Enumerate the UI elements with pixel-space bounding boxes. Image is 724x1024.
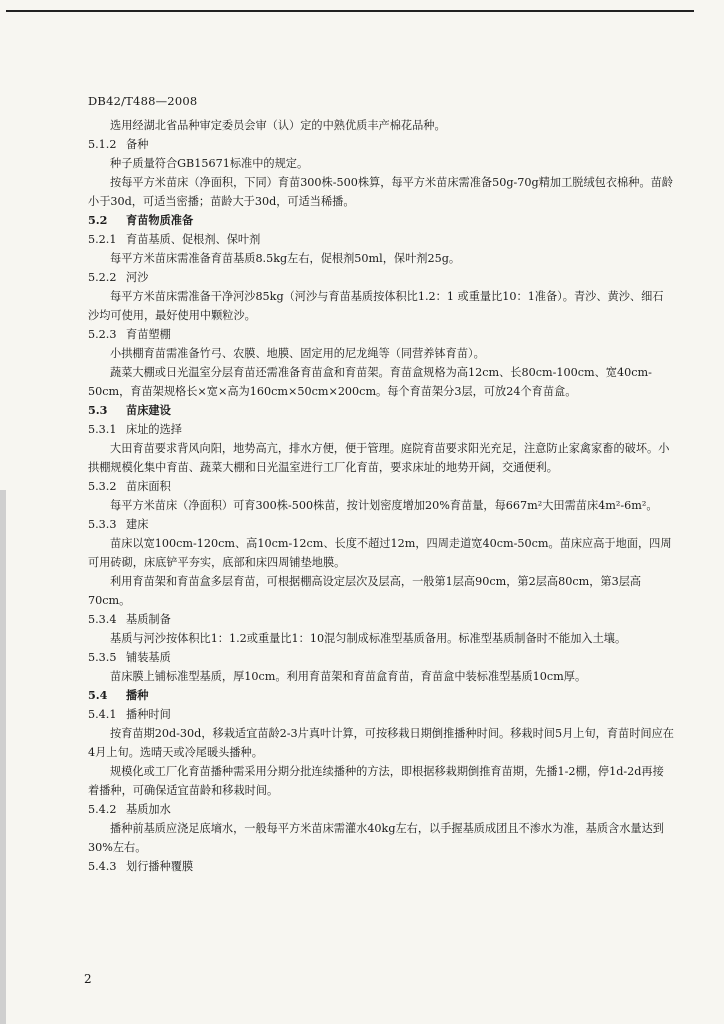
heading-number: 5.3.1 (88, 423, 117, 436)
heading-title: 育苗物质准备 (126, 213, 194, 227)
subsection-heading (88, 325, 674, 344)
subsection-heading (88, 515, 674, 534)
paragraph: 种子质量符合GB15671标准中的规定。 (110, 157, 309, 170)
heading-title: 育苗塑棚 (126, 328, 171, 341)
heading-title: 苗床面积 (126, 480, 171, 493)
subsection-heading (88, 610, 674, 629)
heading-title: 基质制备 (126, 613, 171, 626)
heading-title: 基质加水 (126, 803, 171, 816)
paragraph: 每平方米苗床需准备干净河沙85kg（河沙与育苗基质按体积比1.2：1 或重量比10：1准备）。青沙、黄沙、细石沙均可使用，最好使用中颗粒沙。 (88, 290, 664, 322)
document-body (88, 116, 674, 876)
heading-title: 播种时间 (126, 708, 171, 721)
subsection-heading (88, 135, 674, 154)
standard-number: DB42/T488—2008 (88, 94, 198, 108)
top-border-line (6, 10, 694, 12)
heading-number: 5.4.1 (88, 708, 117, 721)
heading-title: 备种 (126, 138, 149, 151)
heading-title: 建床 (126, 518, 149, 531)
heading-number: 5.3.5 (88, 651, 117, 664)
heading-number: 5.1.2 (88, 138, 117, 151)
paragraph: 基质与河沙按体积比1：1.2或重量比1：10混匀制成标准型基质备用。标准型基质制备时不能加入土壤。 (110, 632, 627, 645)
paragraph: 每平方米苗床（净面积）可育300株-500株苗，按计划密度增加20%育苗量，每667m²大田需苗床4m²-6m²。 (110, 499, 658, 512)
subsection-heading (88, 800, 674, 819)
heading-number: 5.4.2 (88, 803, 117, 816)
paragraph: 按育苗期20d-30d，移栽适宜苗龄2-3片真叶计算，可按移栽日期倒推播种时间。移栽时间5月上旬，育苗时间应在4月上旬。选晴天或冷尾暖头播种。 (88, 727, 674, 759)
paragraph: 播种前基质应浇足底墒水，一般每平方米苗床需灌水40kg左右，以手握基质成团且不渗水为准，基质含水量达到30%左右。 (88, 822, 664, 854)
heading-number: 5.3.4 (88, 613, 117, 626)
page-number: 2 (84, 972, 92, 986)
heading-number: 5.2 (88, 213, 108, 227)
subsection-heading (88, 648, 674, 667)
heading-number: 5.4.3 (88, 860, 117, 873)
scan-edge-shadow (0, 490, 6, 1024)
paragraph: 苗床以宽100cm-120cm、高10cm-12cm、长度不超过12m，四周走道宽40cm-50cm。苗床应高于地面，四周可用砖砌，床底铲平夯实，底部和床四周铺垫地膜。 (88, 537, 672, 569)
heading-number: 5.3.3 (88, 518, 117, 531)
paragraph: 小拱棚育苗需准备竹弓、农膜、地膜、固定用的尼龙绳等（同营养钵育苗）。 (110, 347, 485, 360)
heading-number: 5.2.1 (88, 233, 117, 246)
paragraph: 苗床膜上铺标准型基质，厚10cm。利用育苗架和育苗盒育苗，育苗盒中装标准型基质10cm厚。 (110, 670, 587, 683)
heading-title: 苗床建设 (126, 403, 171, 417)
heading-number: 5.2.2 (88, 271, 117, 284)
section-heading (88, 686, 674, 705)
subsection-heading (88, 420, 674, 439)
paragraph: 大田育苗要求背风向阳，地势高亢，排水方便，便于管理。庭院育苗要求阳光充足，注意防止家禽家畜的破坏。小拱棚规模化集中育苗、蔬菜大棚和日光温室进行工厂化育苗，要求床址的地势开阔，交通便利。 (88, 442, 670, 474)
subsection-heading (88, 230, 674, 249)
paragraph: 选用经湖北省品种审定委员会审（认）定的中熟优质丰产棉花品种。 (110, 119, 446, 132)
section-heading (88, 401, 674, 420)
paragraph: 按每平方米苗床（净面积，下同）育苗300株-500株算，每平方米苗床需准备50g-70g精加工脱绒包衣棉种。苗龄小于30d，可适当密播；苗龄大于30d，可适当稀播。 (88, 176, 673, 208)
heading-title: 铺装基质 (126, 651, 171, 664)
subsection-heading (88, 705, 674, 724)
heading-title: 划行播种覆膜 (126, 860, 194, 873)
paragraph: 规模化或工厂化育苗播种需采用分期分批连续播种的方法，即根据移栽期倒推育苗期，先播1-2棚，停1d-2d再接着播种，可确保适宜苗龄和移栽时间。 (88, 765, 664, 797)
subsection-heading (88, 857, 674, 876)
subsection-heading (88, 477, 674, 496)
paragraph: 利用育苗架和育苗盒多层育苗，可根据棚高设定层次及层高，一般第1层高90cm，第2层高80cm，第3层高70cm。 (88, 575, 642, 607)
section-heading (88, 211, 674, 230)
heading-number: 5.2.3 (88, 328, 117, 341)
heading-title: 播种 (126, 688, 149, 702)
heading-number: 5.3.2 (88, 480, 117, 493)
heading-title: 床址的选择 (126, 423, 182, 436)
heading-title: 河沙 (126, 271, 149, 284)
subsection-heading (88, 268, 674, 287)
heading-number: 5.3 (88, 403, 108, 417)
heading-number: 5.4 (88, 688, 108, 702)
paragraph: 每平方米苗床需准备育苗基质8.5kg左右，促根剂50ml，保叶剂25g。 (110, 252, 461, 265)
heading-title: 育苗基质、促根剂、保叶剂 (126, 233, 261, 246)
paragraph: 蔬菜大棚或日光温室分层育苗还需准备育苗盒和育苗架。育苗盒规格为高12cm、长80cm-100cm、宽40cm-50cm，育苗架规格长×宽×高为160cm×50cm×200cm。每个育苗架分3层，可放24个育苗盒。 (88, 366, 652, 398)
